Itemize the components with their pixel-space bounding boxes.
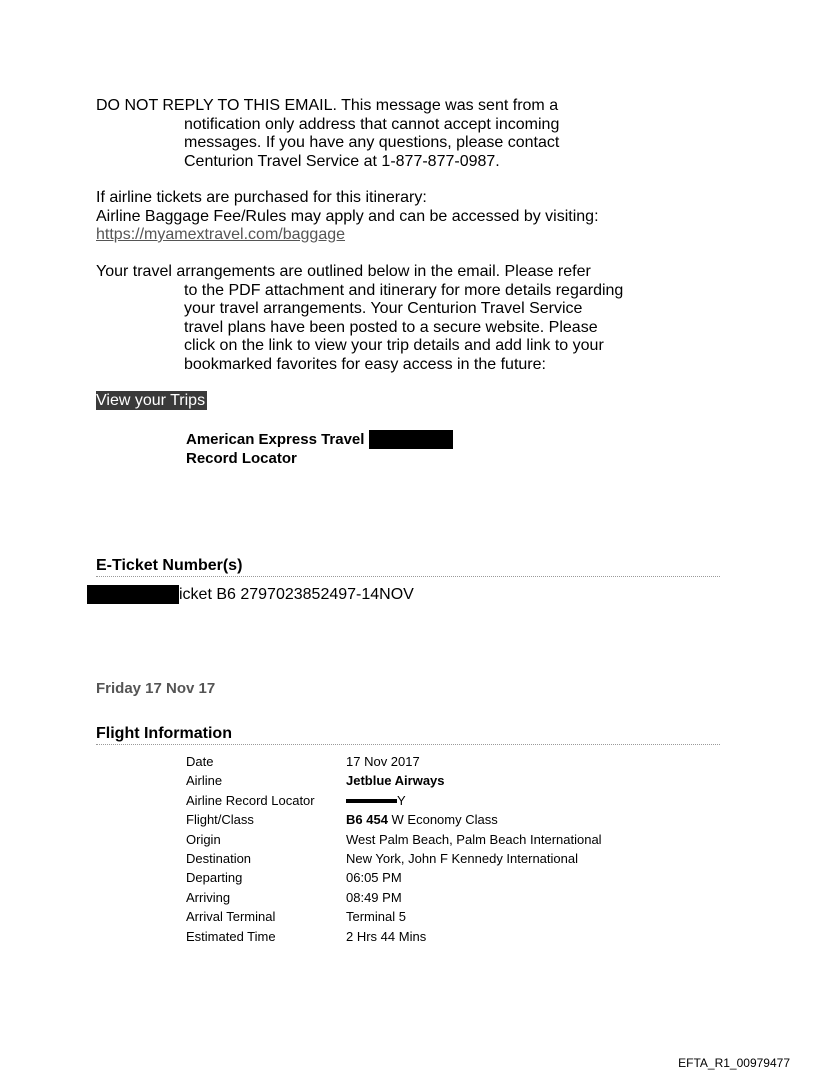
record-locator-label: Record Locator	[186, 450, 297, 467]
redaction-box	[87, 585, 179, 604]
row-label: Origin	[186, 831, 221, 847]
row-value	[346, 810, 498, 829]
record-locator-label: American Express Travel	[186, 431, 365, 448]
row-value: 06:05 PM	[346, 870, 402, 886]
row-value: 08:49 PM	[346, 889, 402, 905]
row-value: New York, John F Kennedy International	[346, 850, 578, 866]
eticket-heading: E-Ticket Number(s)	[96, 557, 720, 577]
row-value-text: Y	[397, 792, 406, 808]
row-value: 2 Hrs 44 Mins	[346, 928, 427, 944]
row-label: Arriving	[186, 889, 231, 905]
flight-class: W Economy Class	[387, 812, 498, 828]
row-label: Estimated Time	[186, 928, 276, 944]
row-value: Jetblue Airways	[346, 773, 445, 789]
row-value	[346, 791, 406, 810]
row-value: Terminal 5	[346, 909, 406, 925]
row-label: Arrival Terminal	[186, 909, 276, 925]
arrangements-line: your travel arrangements. Your Centurion Travel Service	[184, 300, 583, 317]
arrangements-line: to the PDF attachment and itinerary for more details regarding	[184, 281, 624, 299]
baggage-line: Airline Baggage Fee/Rules may apply and can be accessed by visiting:	[96, 207, 599, 225]
arrangements-line: click on the link to view your trip details and add link to your	[184, 337, 604, 354]
row-label: Departing	[186, 870, 243, 886]
baggage-line: If airline tickets are purchased for this itinerary:	[96, 189, 427, 206]
notice-line: notification only address that cannot accept incoming	[184, 115, 560, 133]
notice-line: DO NOT REPLY TO THIS EMAIL. This message was sent from a	[96, 97, 559, 114]
row-label: Date	[186, 754, 214, 769]
flight-number: B6 454	[346, 812, 388, 828]
redaction-box	[346, 799, 397, 803]
no-reply-notice	[96, 97, 656, 171]
baggage-info	[96, 189, 696, 245]
ticket-number-text: icket B6 2797023852497-14NOV	[179, 586, 414, 603]
day-heading: Friday 17 Nov 17	[96, 680, 216, 697]
row-value: 17 Nov 2017	[346, 754, 420, 769]
arrangements-line: Your travel arrangements are outlined below in the email. Please refer	[96, 263, 591, 280]
ticket-number	[87, 585, 414, 604]
arrangements-line: travel plans have been posted to a secure website. Please	[184, 318, 598, 336]
record-locator	[186, 430, 453, 468]
view-trips-button[interactable]: View your Trips	[96, 392, 206, 409]
arrangements-line: bookmarked favorites for easy access in the future:	[184, 355, 546, 373]
arrangements-paragraph	[96, 263, 696, 374]
notice-line: Centurion Travel Service at 1-877-877-0987.	[184, 152, 500, 170]
document-id: EFTA_R1_00979477	[678, 1056, 790, 1070]
row-label: Flight/Class	[186, 812, 254, 828]
notice-line: messages. If you have any questions, please contact	[184, 134, 560, 151]
baggage-link[interactable]: https://myamextravel.com/baggage	[96, 226, 346, 243]
redaction-box	[369, 430, 453, 449]
row-label: Destination	[186, 850, 252, 866]
row-value: West Palm Beach, Palm Beach International	[346, 831, 602, 847]
flight-info-heading: Flight Information	[96, 725, 720, 745]
row-label: Airline Record Locator	[186, 792, 315, 808]
row-label: Airline	[186, 773, 223, 789]
